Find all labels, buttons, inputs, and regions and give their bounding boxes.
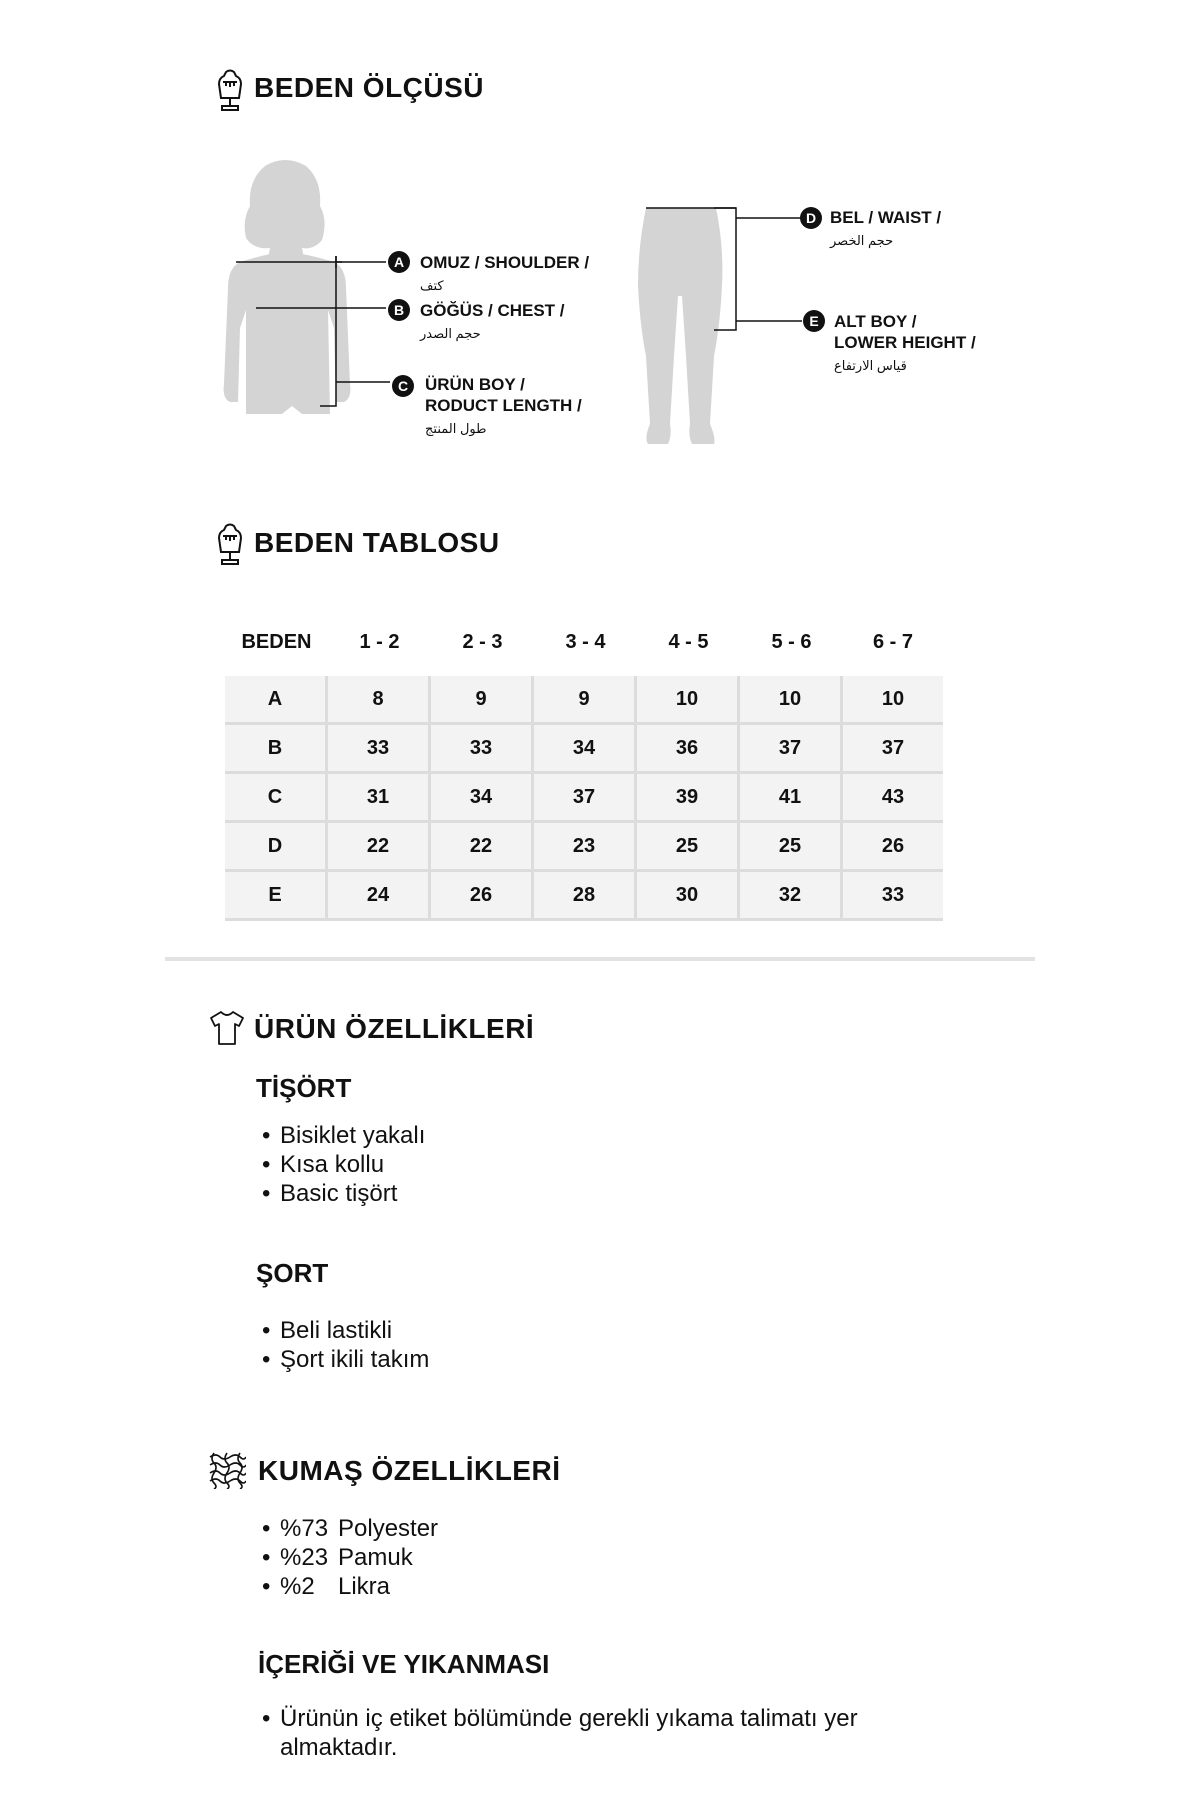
table-cell: 39 [637,774,740,823]
table-row [225,725,943,774]
table-cell: 26 [843,823,943,872]
shorts-subtitle: ŞORT [256,1258,329,1288]
table-cell: B [225,725,328,774]
list-item: • Kısa kollu [262,1150,425,1179]
header-cell: 3 - 4 [565,630,606,653]
table-cell: 25 [740,823,843,872]
table-row [225,676,943,725]
table-cell: 22 [328,823,431,872]
tshirt-icon [208,1009,246,1047]
list-item: • %73 Polyester [262,1514,438,1543]
mannequin-icon [214,522,246,566]
header-cell: BEDEN [241,630,312,653]
table-cell: 31 [328,774,431,823]
header-cell: 1 - 2 [359,630,400,653]
header-cell: 6 - 7 [872,630,914,653]
table-cell: 34 [431,774,534,823]
table-cell: D [225,823,328,872]
mannequin-icon [214,68,246,112]
table-cell: C [225,774,328,823]
table-cell: 26 [431,872,534,921]
table-cell: 22 [431,823,534,872]
fabric-icon [208,1451,246,1489]
table-cell: 34 [534,725,637,774]
tshirt-subtitle: TİŞÖRT [256,1073,352,1103]
table-row [225,872,943,921]
tshirt-feature-list [262,1121,425,1208]
table-cell: A [225,676,328,725]
top-leader-lines [236,250,396,410]
table-cell: 24 [328,872,431,921]
table-cell: 9 [534,676,637,725]
table-row [225,823,943,872]
list-item: • Basic tişört [262,1179,425,1208]
care-list [262,1704,858,1762]
table-cell: 41 [740,774,843,823]
table-cell: 37 [534,774,637,823]
callout-c-label: ÜRÜN BOY / RODUCT LENGTH / طول المنتج [425,375,582,436]
table-cell: 10 [843,676,943,725]
callout-e-badge: E [803,310,825,332]
table-cell: 8 [328,676,431,725]
table-cell: 10 [637,676,740,725]
callout-b-badge: B [388,299,410,321]
fabric-feature-list [262,1514,438,1601]
table-cell: 37 [740,725,843,774]
table-cell: 37 [843,725,943,774]
table-cell: 43 [843,774,943,823]
care-title: İÇERİĞİ VE YIKANMASI [258,1649,550,1679]
list-item: • Ürünün iç etiket bölümünde gerekli yıkama talimatı yer almaktadır. [262,1704,858,1762]
product-features-title: ÜRÜN ÖZELLİKLERİ [254,1013,535,1044]
callout-d-label: BEL / WAIST / حجم الخصر [830,208,942,248]
shorts-feature-list [262,1316,429,1374]
bottom-leader-lines [646,204,806,334]
table-cell: 9 [431,676,534,725]
table-cell: 32 [740,872,843,921]
table-row [225,774,943,823]
table-cell: 36 [637,725,740,774]
list-item: • Bisiklet yakalı [262,1121,425,1150]
header-cell: 5 - 6 [771,630,812,653]
fabric-features-title: KUMAŞ ÖZELLİKLERİ [258,1455,561,1486]
list-item: • %23 Pamuk [262,1543,438,1572]
table-header-row [225,614,943,670]
table-cell: 23 [534,823,637,872]
size-guide-title: BEDEN ÖLÇÜSÜ [254,72,485,103]
callout-e-label: ALT BOY / LOWER HEIGHT / قياس الارتفاع [834,312,976,373]
size-table [225,614,943,921]
table-cell: 10 [740,676,843,725]
table-cell: 25 [637,823,740,872]
table-cell: 33 [328,725,431,774]
list-item: • Şort ikili takım [262,1345,429,1374]
table-cell: 30 [637,872,740,921]
callout-c-badge: C [392,375,414,397]
header-cell: 2 - 3 [462,630,503,653]
table-cell: 28 [534,872,637,921]
callout-a-label: OMUZ / SHOULDER / كتف [420,253,590,293]
header-cell: 4 - 5 [668,630,709,653]
callout-d-badge: D [800,207,822,229]
list-item: • %2 Likra [262,1572,438,1601]
table-cell: E [225,872,328,921]
table-cell: 33 [431,725,534,774]
list-item: • Beli lastikli [262,1316,429,1345]
size-table-title: BEDEN TABLOSU [254,527,500,558]
callout-b-label: GÖĞÜS / CHEST / حجم الصدر [420,301,565,341]
table-cell: 33 [843,872,943,921]
section-divider [165,957,1035,961]
callout-a-badge: A [388,251,410,273]
